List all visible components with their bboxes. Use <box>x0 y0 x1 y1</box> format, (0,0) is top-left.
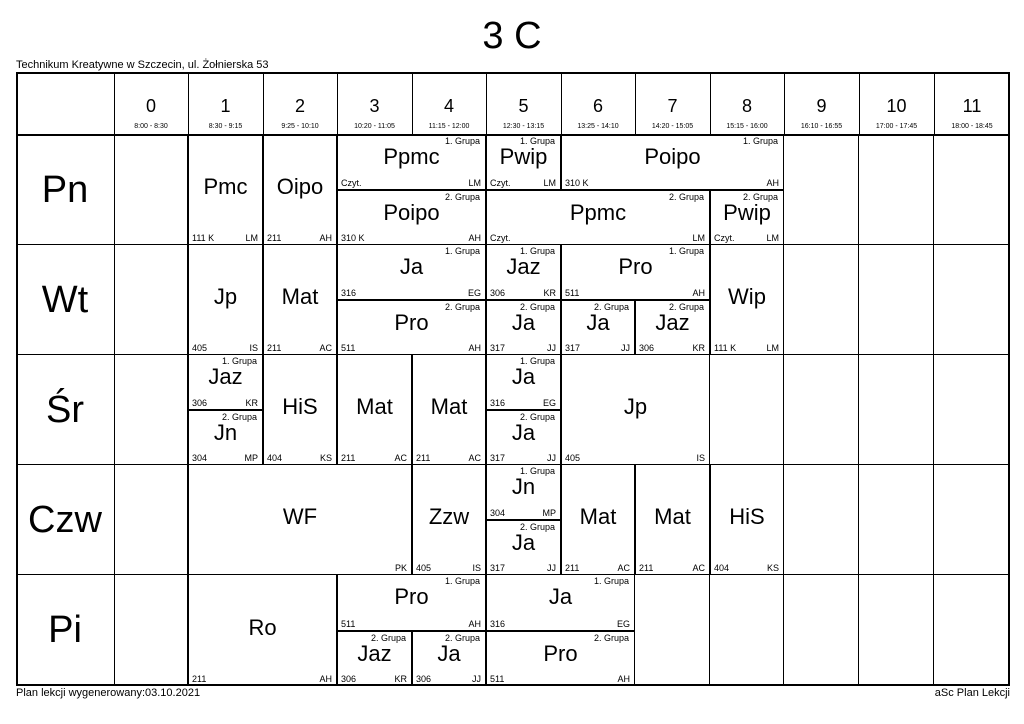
lesson-room: Czyt. <box>714 233 735 243</box>
lesson-cell[interactable] <box>486 520 561 575</box>
lesson-teacher: EG <box>467 288 481 298</box>
period-time: 18:00 - 18:45 <box>951 123 993 130</box>
day-label: Czw <box>28 499 102 541</box>
lesson-teacher: KR <box>245 398 258 408</box>
lesson-group: 1. Grupa <box>221 356 257 366</box>
lesson-group: 2. Grupa <box>519 522 555 532</box>
lesson-teacher: AH <box>319 233 332 243</box>
lesson-teacher: AH <box>468 343 481 353</box>
period-time: 9:25 - 10:10 <box>281 123 319 130</box>
empty-cell <box>934 575 1010 686</box>
lesson-subject: Pro <box>394 310 429 335</box>
period-number: 7 <box>667 96 678 116</box>
empty-cell <box>784 135 859 245</box>
lesson-subject: Ppmc <box>569 200 627 225</box>
lesson-teacher: EG <box>616 618 630 629</box>
lesson-cell[interactable] <box>635 465 710 575</box>
lesson-subject: Zzw <box>428 504 470 529</box>
lesson-group: 1. Grupa <box>593 576 629 586</box>
lesson-group: 1. Grupa <box>519 246 555 256</box>
lesson-group: 2. Grupa <box>444 302 480 312</box>
lesson-cell[interactable] <box>486 245 561 300</box>
lesson-cell[interactable] <box>188 465 412 575</box>
lesson-group: 1. Grupa <box>519 136 555 146</box>
lesson-cell[interactable] <box>412 631 486 687</box>
lesson-teacher: KR <box>394 674 407 684</box>
lesson-subject: Pwip <box>723 200 771 225</box>
lesson-subject: Mat <box>430 394 468 419</box>
lesson-teacher: LM <box>468 178 481 188</box>
lesson-teacher: PK <box>394 563 407 573</box>
period-time: 12:30 - 13:15 <box>502 123 545 130</box>
lesson-room: 306 <box>639 343 655 353</box>
lesson-group: 2. Grupa <box>444 192 480 202</box>
lesson-subject: Mat <box>579 504 617 529</box>
period-number: 9 <box>816 96 827 116</box>
lesson-teacher: AH <box>468 618 481 629</box>
period-number: 3 <box>369 96 380 116</box>
lesson-room: 304 <box>490 508 506 518</box>
lesson-teacher: IS <box>696 453 705 463</box>
lesson-room: 306 <box>341 674 357 684</box>
day-label: Wt <box>41 279 89 321</box>
lesson-room: Czyt. <box>490 178 511 188</box>
lesson-teacher: MP <box>542 508 556 518</box>
lesson-cell[interactable] <box>486 465 561 520</box>
period-number: 0 <box>145 96 156 116</box>
lesson-subject: Pro <box>618 254 653 279</box>
lesson-room: 317 <box>565 343 581 353</box>
lesson-cell[interactable] <box>188 135 263 245</box>
lesson-room: 211 <box>416 453 431 463</box>
empty-cell <box>114 355 188 465</box>
lesson-cell[interactable] <box>337 190 486 245</box>
day-label: Śr <box>46 389 84 431</box>
period-number: 6 <box>592 96 603 116</box>
empty-cell <box>710 355 784 465</box>
lesson-cell[interactable] <box>337 631 412 687</box>
lesson-group: 1. Grupa <box>519 356 555 366</box>
lesson-group: 1. Grupa <box>444 576 480 586</box>
empty-cell <box>859 575 934 686</box>
lesson-subject: Ja <box>511 420 536 445</box>
lesson-group: 2. Grupa <box>370 632 406 643</box>
lesson-room: 310 K <box>565 178 589 188</box>
empty-cell <box>859 465 934 575</box>
lesson-room: 211 <box>192 674 207 684</box>
period-time: 8:00 - 8:30 <box>134 123 168 130</box>
lesson-subject: WF <box>282 504 318 529</box>
lesson-subject: Ja <box>548 584 573 609</box>
lesson-room: 111 K <box>192 233 215 243</box>
day-label: Pn <box>41 169 89 211</box>
lesson-teacher: AC <box>319 343 332 353</box>
lesson-subject: Ro <box>248 614 277 640</box>
empty-cell <box>859 245 934 355</box>
lesson-teacher: IS <box>472 563 481 573</box>
lesson-subject: Poipo <box>644 144 701 169</box>
lesson-cell[interactable] <box>188 245 263 355</box>
empty-cell <box>114 135 188 245</box>
lesson-room: 405 <box>192 343 208 353</box>
lesson-subject: Mat <box>356 394 393 419</box>
lesson-teacher: AC <box>468 453 481 463</box>
lesson-subject: HiS <box>729 504 765 529</box>
lesson-room: Czyt. <box>490 233 511 243</box>
lesson-cell[interactable] <box>486 190 710 245</box>
lesson-room: 511 <box>490 674 505 684</box>
lesson-teacher: AC <box>692 563 705 573</box>
lesson-cell[interactable] <box>337 355 412 465</box>
lesson-room: 405 <box>416 563 432 573</box>
lesson-group: 1. Grupa <box>444 136 480 146</box>
lesson-cell[interactable] <box>412 355 486 465</box>
lesson-room: 317 <box>490 563 506 573</box>
lesson-teacher: LM <box>766 233 779 243</box>
lesson-teacher: KS <box>319 453 332 463</box>
lesson-subject: HiS <box>282 394 318 419</box>
lesson-cell[interactable] <box>486 300 561 355</box>
lesson-cell[interactable] <box>486 135 561 190</box>
lesson-cell[interactable] <box>561 355 710 465</box>
lesson-group: 1. Grupa <box>668 246 704 256</box>
empty-cell <box>934 135 1010 245</box>
lesson-subject: Ja <box>399 254 424 279</box>
lesson-room: 316 <box>341 288 357 298</box>
lesson-cell[interactable] <box>710 190 784 245</box>
lesson-group: 1. Grupa <box>444 246 480 256</box>
lesson-room: 316 <box>490 398 506 408</box>
lesson-subject: Wip <box>728 284 766 309</box>
empty-cell <box>934 355 1010 465</box>
lesson-room: 511 <box>341 618 356 629</box>
lesson-subject: Jaz <box>208 364 243 389</box>
lesson-group: 2. Grupa <box>668 302 704 312</box>
lesson-group: 1. Grupa <box>742 136 778 146</box>
period-number: 10 <box>886 96 907 116</box>
empty-cell <box>635 575 710 686</box>
lesson-subject: Ja <box>586 310 610 335</box>
lesson-subject: Jn <box>511 474 536 499</box>
lesson-group: 2. Grupa <box>221 412 257 422</box>
empty-cell <box>784 245 859 355</box>
lesson-room: 304 <box>192 453 208 463</box>
lesson-room: 211 <box>341 453 356 463</box>
lesson-cell[interactable] <box>710 465 784 575</box>
lesson-subject: Pwip <box>499 144 548 169</box>
lesson-teacher: LM <box>245 233 258 243</box>
lesson-cell[interactable] <box>337 135 486 190</box>
lesson-cell[interactable] <box>486 410 561 465</box>
lesson-cell[interactable] <box>710 245 784 355</box>
lesson-group: 2. Grupa <box>519 302 555 312</box>
lesson-cell[interactable] <box>188 410 263 465</box>
school-name: Technikum Kreatywne w Szczecin, ul. Żołnierska 53 <box>16 59 269 71</box>
period-time: 11:15 - 12:00 <box>428 123 470 130</box>
lesson-teacher: MP <box>244 453 258 463</box>
lesson-room: 511 <box>565 288 580 298</box>
lesson-room: 310 K <box>341 233 365 243</box>
lesson-cell[interactable] <box>263 355 337 465</box>
lesson-teacher: LM <box>692 233 705 243</box>
lesson-room: 511 <box>341 343 356 353</box>
lesson-room: 211 <box>267 233 282 243</box>
lesson-subject: Ja <box>437 640 461 666</box>
empty-cell <box>114 245 188 355</box>
lesson-room: 306 <box>192 398 208 408</box>
lesson-group: 2. Grupa <box>519 412 555 422</box>
lesson-cell[interactable] <box>561 135 784 190</box>
lesson-group: 2. Grupa <box>742 192 778 202</box>
lesson-room: 306 <box>416 674 432 684</box>
lesson-teacher: JJ <box>547 343 556 353</box>
lesson-cell[interactable] <box>263 135 337 245</box>
lesson-cell[interactable] <box>188 355 263 410</box>
lesson-room: 404 <box>714 563 730 573</box>
lesson-subject: Mat <box>281 284 319 309</box>
lesson-teacher: LM <box>543 178 556 188</box>
period-time: 16:10 - 16:55 <box>800 123 843 130</box>
lesson-group: 2. Grupa <box>593 302 629 312</box>
lesson-teacher: KS <box>766 563 779 573</box>
lesson-cell[interactable] <box>561 465 635 575</box>
period-number: 1 <box>220 96 231 116</box>
lesson-subject: Jaz <box>655 310 690 335</box>
period-time: 17:00 - 17:45 <box>875 123 918 130</box>
lesson-teacher: EG <box>542 398 556 408</box>
lesson-teacher: AC <box>394 453 407 463</box>
lesson-group: 2. Grupa <box>593 632 629 643</box>
lesson-room: 317 <box>490 343 506 353</box>
lesson-teacher: AH <box>468 233 481 243</box>
lesson-subject: Mat <box>654 504 691 529</box>
period-number: 8 <box>741 96 752 116</box>
lesson-group: 2. Grupa <box>444 632 480 643</box>
lesson-cell[interactable] <box>486 575 635 631</box>
lesson-subject: Jp <box>623 394 648 419</box>
lesson-teacher: KR <box>543 288 556 298</box>
lesson-room: 404 <box>267 453 283 463</box>
lesson-subject: Jn <box>213 420 238 445</box>
lesson-room: 211 <box>267 343 282 353</box>
empty-cell <box>784 355 859 465</box>
day-label: Pi <box>48 609 82 651</box>
lesson-cell[interactable] <box>561 300 635 355</box>
lesson-cell[interactable] <box>337 575 486 631</box>
lesson-cell[interactable] <box>412 465 486 575</box>
lesson-teacher: AH <box>692 288 705 298</box>
lesson-subject: Oipo <box>276 174 324 199</box>
period-time: 10:20 - 11:05 <box>354 123 395 130</box>
lesson-subject: Jaz <box>357 640 392 666</box>
generated-date: Plan lekcji wygenerowany:03.10.2021 <box>16 687 201 699</box>
lesson-group: 2. Grupa <box>668 192 704 202</box>
lesson-cell[interactable] <box>337 300 486 355</box>
lesson-teacher: KR <box>692 343 705 353</box>
lesson-subject: Pro <box>543 640 578 666</box>
empty-cell <box>114 575 188 686</box>
lesson-subject: Ja <box>511 530 536 555</box>
lesson-subject: Poipo <box>383 200 440 225</box>
empty-cell <box>859 135 934 245</box>
lesson-subject: Pro <box>394 584 429 609</box>
lesson-subject: Ppmc <box>383 144 440 169</box>
lesson-teacher: JJ <box>547 563 556 573</box>
lesson-subject: Jp <box>213 284 238 309</box>
empty-cell <box>934 245 1010 355</box>
lesson-subject: Ja <box>511 310 536 335</box>
lesson-subject: Jaz <box>506 254 541 279</box>
period-time: 8:30 - 9:15 <box>208 123 243 130</box>
lesson-teacher: JJ <box>472 674 481 684</box>
lesson-room: 111 K <box>714 343 737 353</box>
lesson-teacher: JJ <box>621 343 630 353</box>
page-title: 3 C <box>482 15 542 57</box>
timetable-grid <box>16 72 1010 686</box>
lesson-room: Czyt. <box>341 178 362 188</box>
lesson-cell[interactable] <box>561 245 710 300</box>
lesson-room: 317 <box>490 453 506 463</box>
lesson-teacher: LM <box>766 343 779 353</box>
empty-cell <box>784 575 859 686</box>
lesson-group: 1. Grupa <box>519 466 555 476</box>
empty-cell <box>859 355 934 465</box>
lesson-cell[interactable] <box>486 355 561 410</box>
lesson-teacher: JJ <box>547 453 556 463</box>
app-name: aSc Plan Lekcji <box>934 687 1010 699</box>
lesson-room: 405 <box>565 453 581 463</box>
lesson-room: 306 <box>490 288 506 298</box>
period-time: 15:15 - 16:00 <box>726 123 768 130</box>
period-number: 4 <box>443 96 454 116</box>
period-number: 2 <box>294 96 305 116</box>
lesson-teacher: AH <box>617 674 630 684</box>
lesson-room: 211 <box>639 563 654 573</box>
lesson-teacher: AH <box>766 178 779 188</box>
period-number: 11 <box>962 96 982 116</box>
empty-cell <box>710 575 784 686</box>
empty-cell <box>114 465 188 575</box>
lesson-subject: Pmc <box>203 174 248 199</box>
lesson-cell[interactable] <box>337 245 486 300</box>
lesson-teacher: AH <box>319 674 332 684</box>
lesson-cell[interactable] <box>635 300 710 355</box>
lesson-cell[interactable] <box>263 245 337 355</box>
empty-cell <box>934 465 1010 575</box>
lesson-room: 316 <box>490 618 506 629</box>
period-time: 14:20 - 15:05 <box>651 123 694 130</box>
period-time: 13:25 - 14:10 <box>577 123 619 130</box>
period-number: 5 <box>518 96 529 116</box>
lesson-cell[interactable] <box>188 575 337 686</box>
lesson-teacher: AC <box>617 563 630 573</box>
lesson-cell[interactable] <box>486 631 635 687</box>
lesson-room: 211 <box>565 563 580 573</box>
lesson-subject: Ja <box>511 364 536 389</box>
grid-line <box>16 72 1010 74</box>
empty-cell <box>784 465 859 575</box>
lesson-teacher: IS <box>249 343 258 353</box>
